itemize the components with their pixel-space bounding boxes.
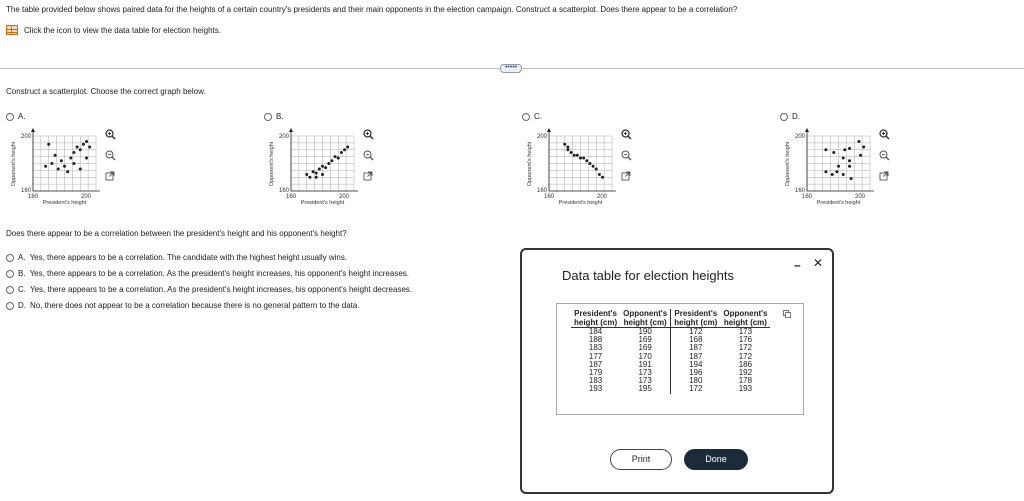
data-point — [837, 165, 840, 168]
column-header: height (cm) — [671, 318, 721, 328]
data-point — [582, 157, 585, 160]
table-cell: 186 — [738, 359, 753, 369]
answer-text: Yes, there appears to be a correlation. As the president's height increases, his opponent's height decreases. — [30, 285, 413, 294]
graph-option-b[interactable] — [264, 112, 284, 121]
zoom-controls — [878, 128, 890, 182]
axis-label: President's height — [42, 200, 87, 206]
axis-label: President's height — [300, 200, 345, 206]
data-point — [79, 148, 82, 151]
axis-label: Opponent's height — [269, 141, 275, 187]
data-point — [570, 151, 573, 154]
answer-option-a[interactable] — [6, 253, 347, 262]
zoom-in-icon[interactable] — [104, 128, 116, 140]
data-point — [44, 165, 47, 168]
data-point — [72, 162, 75, 165]
zoom-in-icon[interactable] — [878, 128, 890, 140]
data-point — [566, 148, 569, 151]
axis-label: 160 — [27, 194, 39, 200]
axes — [549, 130, 616, 191]
radio-button[interactable] — [264, 113, 272, 121]
table-cell: 173 — [738, 327, 753, 336]
y-axis-arrow — [805, 128, 809, 132]
data-point — [859, 154, 862, 157]
radio-button[interactable] — [6, 270, 14, 278]
answer-text: Yes, there appears to be a correlation. The candidate with the highest height usually wins. — [29, 253, 348, 262]
axis-label: President's height — [816, 200, 861, 206]
table-cell: 177 — [588, 351, 603, 361]
zoom-in-icon[interactable] — [362, 128, 374, 140]
radio-button[interactable] — [6, 113, 14, 121]
data-table-link[interactable] — [6, 25, 221, 35]
table-icon[interactable] — [6, 25, 18, 35]
radio-button[interactable] — [6, 254, 14, 262]
column-header: height (cm) — [620, 318, 671, 328]
data-point — [63, 165, 66, 168]
table-cell: 188 — [588, 335, 603, 345]
zoom-controls — [362, 128, 374, 182]
graph-option-d[interactable] — [780, 112, 800, 121]
axis-label: 200 — [338, 194, 350, 200]
data-point — [848, 147, 851, 150]
table-cell: 169 — [620, 344, 671, 352]
data-point — [60, 159, 63, 162]
data-point — [842, 173, 845, 176]
data-point — [835, 170, 838, 173]
axis-label: Opponent's height — [785, 141, 791, 187]
data-point — [334, 155, 337, 158]
scatterplot — [780, 126, 880, 211]
answer-letter: D. — [18, 301, 26, 310]
close-button[interactable]: ✕ — [813, 256, 824, 270]
data-point — [831, 173, 834, 176]
data-point — [598, 173, 601, 176]
column-header: President's — [574, 309, 617, 318]
axis-label: President's height — [558, 200, 603, 206]
table-cell: 168 — [689, 335, 703, 345]
table-cell: 176 — [738, 335, 753, 345]
answer-option-c[interactable] — [6, 285, 412, 294]
table-cell: 170 — [620, 353, 671, 361]
table-cell: 187 — [588, 359, 603, 369]
axis-label: 200 — [854, 194, 866, 200]
axes — [291, 130, 358, 191]
data-point — [592, 165, 595, 168]
open-new-window-icon[interactable] — [878, 170, 890, 182]
data-point — [50, 162, 53, 165]
data-point — [842, 157, 845, 160]
table-cell: 183 — [588, 343, 603, 353]
column-header: Opponent's — [620, 309, 671, 318]
open-new-window-icon[interactable] — [362, 170, 374, 182]
table-cell: 190 — [620, 328, 671, 337]
axis-label: 200 — [596, 194, 608, 200]
answer-option-d[interactable] — [6, 301, 360, 310]
graph-option-a[interactable] — [6, 112, 26, 121]
data-point — [857, 140, 860, 143]
table-cell: 173 — [620, 377, 671, 385]
y-axis-arrow — [289, 128, 293, 132]
data-point — [57, 168, 60, 171]
axes — [33, 130, 100, 191]
scatterplot — [522, 126, 622, 211]
zoom-out-icon[interactable] — [362, 149, 374, 161]
table-cell: 172 — [738, 351, 753, 361]
option-letter: C. — [534, 112, 542, 121]
data-point — [305, 173, 308, 176]
data-point — [576, 154, 579, 157]
scatterplot — [6, 126, 106, 211]
data-point — [563, 143, 566, 146]
data-point — [321, 165, 324, 168]
zoom-out-icon[interactable] — [104, 149, 116, 161]
print-button[interactable]: Print — [610, 449, 672, 470]
open-new-window-icon[interactable] — [620, 170, 632, 182]
table-cell: 183 — [588, 376, 603, 386]
data-point — [72, 151, 75, 154]
table-cell: 179 — [588, 368, 603, 378]
table-cell: 172 — [689, 327, 703, 336]
data-point — [321, 173, 324, 176]
radio-button[interactable] — [522, 113, 530, 121]
data-point — [832, 151, 835, 154]
zoom-controls — [104, 128, 116, 182]
axis-label: 200 — [536, 134, 547, 140]
table-cell: 193 — [588, 384, 603, 394]
table-cell: 195 — [620, 385, 671, 393]
data-point — [324, 166, 327, 169]
part1-prompt: Construct a scatterplot. Choose the correct graph below. — [6, 87, 206, 96]
data-point — [343, 148, 346, 151]
data-point — [47, 143, 50, 146]
zoom-controls — [620, 128, 632, 182]
answer-option-b[interactable] — [6, 269, 409, 278]
data-table-container — [556, 303, 804, 415]
data-point — [312, 170, 315, 173]
data-point — [848, 165, 851, 168]
radio-button[interactable] — [780, 113, 788, 121]
done-button[interactable]: Done — [684, 449, 748, 470]
axis-label: 160 — [543, 194, 555, 200]
axis-label: 160 — [20, 188, 31, 194]
axis-label: 160 — [278, 188, 289, 194]
data-point — [566, 146, 569, 149]
data-table — [571, 309, 770, 394]
data-point — [330, 159, 333, 162]
dialog-title: Data table for election heights — [562, 268, 734, 283]
table-cell: 173 — [620, 369, 671, 377]
table-cell: 193 — [738, 384, 753, 394]
table-cell: 178 — [738, 376, 753, 386]
axis-label: 200 — [794, 134, 805, 140]
data-point — [824, 148, 827, 151]
answer-letter: A. — [18, 253, 26, 262]
expand-button[interactable]: ••••• — [500, 64, 522, 73]
axis-label: 160 — [536, 188, 547, 194]
axis-label: Opponent's height — [527, 141, 533, 187]
table-cell: 169 — [620, 336, 671, 344]
column-header: height (cm) — [571, 318, 620, 328]
option-letter: D. — [792, 112, 800, 121]
table-cell: 184 — [588, 327, 603, 336]
data-point — [82, 143, 85, 146]
data-point — [588, 162, 591, 165]
zoom-in-icon[interactable] — [620, 128, 632, 140]
data-point — [848, 159, 851, 162]
table-cell: 172 — [738, 343, 753, 353]
data-point — [595, 168, 598, 171]
answer-text: No, there does not appear to be a correlation because there is no general pattern to the data. — [30, 301, 360, 310]
axis-label: Opponent's height — [11, 141, 17, 187]
minimize-button[interactable]: – — [794, 258, 801, 272]
table-cell: 187 — [689, 343, 703, 353]
data-point — [54, 154, 57, 157]
data-point — [69, 157, 72, 160]
data-point — [850, 177, 853, 180]
data-point — [327, 162, 330, 165]
answer-text: Yes, there appears to be a correlation. As the president's height increases, his opponent's height increases. — [29, 269, 410, 278]
data-point — [585, 159, 588, 162]
graph-option-c[interactable] — [522, 112, 542, 121]
axis-label: 200 — [80, 194, 92, 200]
axes — [807, 130, 874, 191]
option-letter: B. — [276, 112, 284, 121]
axis-label: 160 — [285, 194, 297, 200]
data-table-dialog — [520, 248, 834, 494]
column-header: President's — [674, 309, 718, 318]
table-row — [571, 385, 770, 393]
data-point — [579, 157, 582, 160]
option-letter: A. — [18, 112, 26, 121]
data-point — [824, 170, 827, 173]
table-cell: 187 — [689, 351, 703, 361]
data-point — [315, 176, 318, 179]
table-cell: 192 — [738, 368, 753, 378]
table-cell: 194 — [689, 359, 703, 369]
data-point — [308, 176, 311, 179]
data-point — [85, 140, 88, 143]
table-cell: 191 — [620, 361, 671, 369]
axis-label: 200 — [278, 134, 289, 140]
table-cell: 180 — [689, 376, 703, 386]
data-point — [315, 172, 318, 175]
data-point — [79, 168, 82, 171]
data-point — [337, 157, 340, 160]
axis-label: 160 — [794, 188, 805, 194]
answer-letter: C. — [18, 285, 26, 294]
data-point — [88, 146, 91, 149]
data-point — [66, 170, 69, 173]
data-point — [843, 148, 846, 151]
column-header: Opponent's — [723, 309, 768, 318]
data-point — [573, 154, 576, 157]
open-new-window-icon[interactable] — [104, 170, 116, 182]
data-point — [76, 146, 79, 149]
radio-button[interactable] — [6, 286, 14, 294]
data-point — [340, 151, 343, 154]
y-axis-arrow — [547, 128, 551, 132]
data-point — [862, 146, 865, 149]
data-point — [85, 157, 88, 160]
copy-icon[interactable] — [783, 310, 791, 318]
data-link-text: Click the icon to view the data table for election heights. — [24, 25, 221, 35]
radio-button[interactable] — [6, 302, 14, 310]
part2-prompt: Does there appear to be a correlation between the president's height and his opponent's height? — [6, 229, 347, 238]
data-point — [601, 176, 604, 179]
axis-label: 160 — [801, 194, 813, 200]
data-point — [346, 146, 349, 149]
zoom-out-icon[interactable] — [878, 149, 890, 161]
axis-label: 200 — [20, 134, 31, 140]
zoom-out-icon[interactable] — [620, 149, 632, 161]
data-point — [318, 168, 321, 171]
table-cell: 196 — [689, 368, 703, 378]
question-text: The table provided below shows paired data for the heights of a certain country's presidents and their main opponents in the election campaign. Construct a scatterplot. Does there appear to be a correlation? — [6, 5, 738, 14]
table-cell: 172 — [689, 384, 703, 394]
y-axis-arrow — [31, 128, 35, 132]
scatterplot — [264, 126, 364, 211]
answer-letter: B. — [18, 269, 26, 278]
column-header: height (cm) — [720, 318, 770, 328]
